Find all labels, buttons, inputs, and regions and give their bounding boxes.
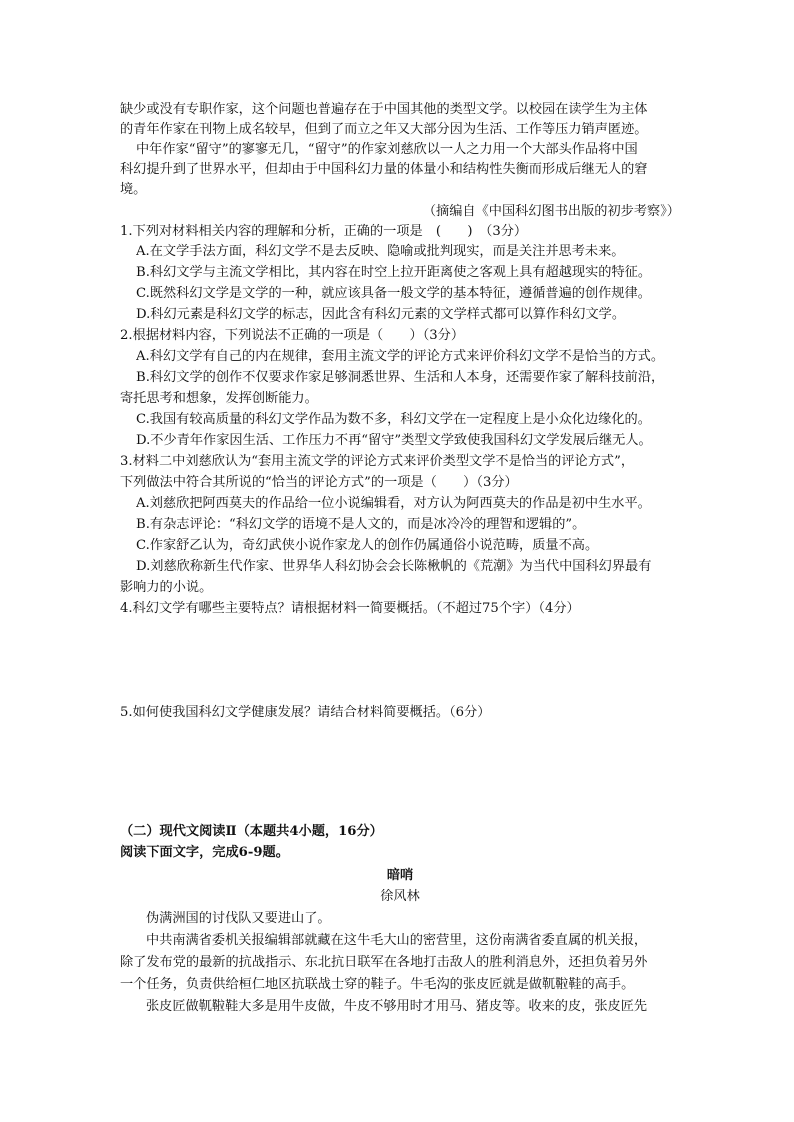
question-2-option-d: D.不少青年作家因生活、工作压力不再“留守”类型文学致使我国科幻文学发展后继无人。 bbox=[136, 433, 652, 448]
section-instruction: 阅读下面文字，完成6-9题。 bbox=[120, 845, 289, 860]
question-2-option-b: B.科幻文学的创作不仅要求作家足够洞悉世界、生活和人本身，还需要作家了解科技前沿， bbox=[136, 370, 665, 385]
section-heading: （二）现代文阅读Ⅱ（本题共4小题，16分） bbox=[120, 824, 383, 839]
article-paragraph-line: 除了发布党的最新的抗战指示、东北抗日联军在各地打击敌人的胜利消息外，还担负着另外 bbox=[120, 955, 648, 970]
material-text-line: 科幻提升到了世界水平，但却由于中国科幻力量的体量小和结构性失衡而形成后继无人的窘 bbox=[120, 162, 648, 177]
question-3-stem: 3.材料二中刘慈欣认为“套用主流文学的评论方式来评价类型文学不是恰当的评论方式”， bbox=[120, 454, 634, 469]
article-paragraph-line: 伪满洲国的讨伐队又要进山了。 bbox=[146, 911, 331, 926]
question-3-option-b: B.有杂志评论：“科幻文学的语境不是人文的，而是冰冷冷的理智和逻辑的”。 bbox=[136, 517, 586, 532]
question-1-stem: 1.下列对材料相关内容的理解和分析，正确的一项是 ( ) （3分） bbox=[120, 224, 528, 239]
question-3-stem-cont: 下列做法中符合其所说的“恰当的评论方式”的一项是（ ）（3分） bbox=[120, 475, 518, 490]
material-text-line: 中年作家“留守”的寥寥无几，“留守”的作家刘慈欣以一人之力用一个大部头作品将中国 bbox=[136, 142, 638, 157]
question-2-stem: 2.根据材料内容，下列说法不正确的一项是（ ）（3分） bbox=[120, 328, 465, 343]
question-3-option-d: D.刘慈欣称新生代作家、世界华人科幻协会会长陈楸帆的《荒潮》为当代中国科幻界最有 bbox=[136, 559, 652, 574]
question-1-option-c: C.既然科幻文学是文学的一种，就应该具备一般文学的基本特征，遵循普遍的创作规律。 bbox=[136, 286, 651, 301]
question-4-stem: 4.科幻文学有哪些主要特点？请根据材料一简要概括。（不超过75个字）（4分） bbox=[120, 601, 580, 616]
article-author: 徐风林 bbox=[380, 889, 420, 904]
question-1-option-d: D.科幻元素是科幻文学的标志，因此含有科幻元素的文学样式都可以算作科幻文学。 bbox=[136, 307, 626, 322]
article-paragraph-line: 一个任务，负责供给桓仁地区抗联战士穿的鞋子。牛毛沟的张皮匠就是做靰鞡鞋的高手。 bbox=[120, 977, 635, 992]
question-2-option-a: A.科幻文学有自己的内在规律，套用主流文学的评论方式来评价科幻文学不是恰当的方式。 bbox=[136, 349, 665, 364]
material-text-line: 缺少或没有专职作家，这个问题也普遍存在于中国其他的类型文学。以校园在读学生为主体 bbox=[120, 102, 648, 117]
article-title: 暗哨 bbox=[386, 868, 414, 883]
question-2-option-c: C.我国有较高质量的科幻文学作品为数不多，科幻文学在一定程度上是小众化边缘化的。 bbox=[136, 412, 651, 427]
source-citation: （摘编自《中国科幻图书出版的初步考察》） bbox=[422, 204, 680, 219]
material-text-line: 境。 bbox=[120, 182, 147, 197]
question-3-option-a: A.刘慈欣把阿西莫夫的作品给一位小说编辑看，对方认为阿西莫夫的作品是初中生水平。 bbox=[136, 496, 651, 511]
question-2-option-b-cont: 寄托思考和想象，发挥创断能力。 bbox=[120, 391, 318, 406]
question-1-option-a: A.在文学手法方面，科幻文学不是去反映、隐喻或批判现实，而是关注并思考未来。 bbox=[136, 244, 625, 259]
question-3-option-c: C.作家舒乙认为，奇幻武侠小说作家龙人的创作仍属通俗小说范畴，质量不高。 bbox=[136, 538, 599, 553]
material-text-line: 的青年作家在刊物上成名较早，但到了而立之年又大部分因为生活、工作等压力销声匿迹。 bbox=[120, 122, 648, 137]
question-5-stem: 5.如何使我国科幻文学健康发展？请结合材料简要概括。（6分） bbox=[120, 705, 491, 720]
article-paragraph-line: 中共南满省委机关报编辑部就藏在这牛毛大山的密营里，这份南满省委直属的机关报， bbox=[146, 933, 648, 948]
question-1-option-b: B.科幻文学与主流文学相比，其内容在时空上拉开距离使之客观上具有超越现实的特征。 bbox=[136, 265, 652, 280]
article-paragraph-line: 张皮匠做靰鞡鞋大多是用牛皮做，牛皮不够用时才用马、猪皮等。收来的皮，张皮匠先 bbox=[146, 999, 648, 1014]
question-3-option-d-cont: 影响力的小说。 bbox=[120, 580, 213, 595]
